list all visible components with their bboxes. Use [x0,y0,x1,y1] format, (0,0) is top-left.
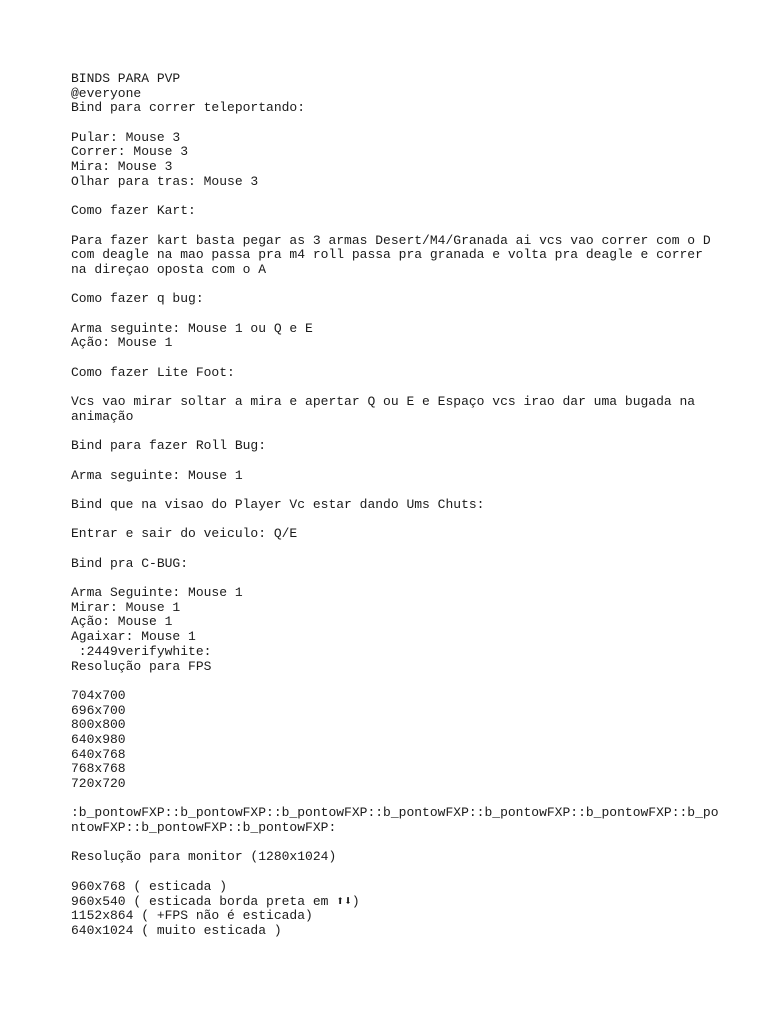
text-line: 800x800 [71,717,126,733]
blank-line [71,190,751,205]
blank-line [71,219,751,234]
text-line: com deagle na mao passa pra m4 roll passa pra granada e volta pra deagle e correr [71,247,703,263]
text-line: ntowFXP::b_pontowFXP::b_pontowFXP: [71,820,337,836]
text-line: Olhar para tras: Mouse 3 [71,173,259,189]
text-line: 696x700 [71,702,126,718]
blank-line [71,513,751,528]
blank-line [71,865,751,880]
text-line: Como fazer Lite Foot: [71,364,235,380]
text-line: Agaixar: Mouse 1 [71,629,196,645]
blank-line [71,351,751,366]
text-line: 960x540 ( esticada borda preta em ⬆⬇) [71,893,360,909]
text-line: Resolução para FPS [71,658,212,674]
blank-line [71,674,751,689]
text-line: Como fazer Kart: [71,203,196,219]
text-line: @everyone [71,85,142,101]
text-line: Resolução para monitor (1280x1024) [71,849,337,865]
text-line: Bind para correr teleportando: [71,100,306,116]
text-line: Bind para fazer Roll Bug: [71,438,267,454]
text-line: animação [71,408,134,424]
document-page [71,72,751,939]
blank-line [71,380,751,395]
text-line: :2449verifywhite: [71,643,212,659]
blank-line [71,571,751,586]
text-line: Mira: Mouse 3 [71,159,173,175]
blank-line [71,836,751,851]
text-line: Mirar: Mouse 1 [71,599,181,615]
text-line: 640x1024 ( muito esticada ) [71,922,282,938]
text-line: Bind que na visao do Player Vc estar dando Ums Chuts: [71,496,485,512]
text-line: 720x720 [71,776,126,791]
text-line: Ação: Mouse 1 [71,614,173,630]
text-line: 704x700 [71,687,126,703]
text-line: na direçao oposta com o A [71,261,267,277]
blank-line [71,307,751,322]
text-line: Para fazer kart basta pegar as 3 armas Desert/M4/Granada ai vcs vao correr com o D [71,232,711,248]
blank-line [71,454,751,469]
blank-line [71,792,751,807]
text-line: 768x768 [71,761,126,777]
text-line: Vcs vao mirar soltar a mira e apertar Q ou E e Espaço vcs irao dar uma bugada na [71,394,696,410]
blank-line [71,542,751,557]
text-line: Entrar e sair do veiculo: Q/E [71,526,298,542]
text-line: 640x980 [71,731,126,747]
text-line: Arma seguinte: Mouse 1 ou Q e E [71,320,313,336]
text-line: Como fazer q bug: [71,291,204,307]
text-line: Correr: Mouse 3 [71,144,189,160]
blank-line [71,278,751,293]
text-line: BINDS PARA PVP [71,71,181,86]
text-line: Pular: Mouse 3 [71,129,181,145]
text-line: 640x768 [71,746,126,762]
blank-line [71,483,751,498]
text-line: Ação: Mouse 1 [71,335,173,351]
text-line: 1152x864 ( +FPS não é esticada) [71,908,313,924]
text-line: :b_pontowFXP::b_pontowFXP::b_pontowFXP::b_pontowFXP::b_pontowFXP::b_pontowFXP::b_po [71,805,719,821]
text-line: 960x768 ( esticada ) [71,878,228,894]
blank-line [71,425,751,440]
blank-line [71,116,751,131]
text-line: Bind pra C-BUG: [71,555,189,571]
text-line: Arma Seguinte: Mouse 1 [71,585,243,601]
text-line: Arma seguinte: Mouse 1 [71,467,243,483]
